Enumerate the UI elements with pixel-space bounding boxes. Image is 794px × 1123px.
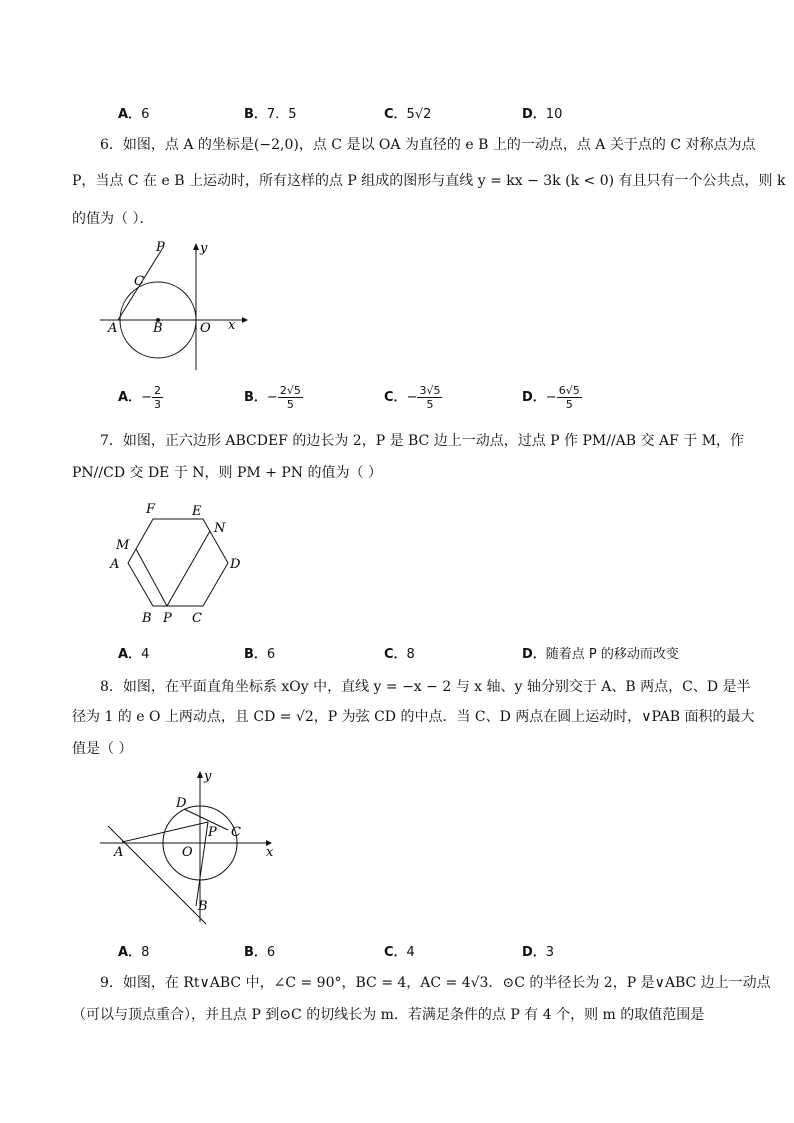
label-a: A	[108, 321, 118, 336]
label-y: y	[200, 241, 208, 256]
q7-option-b	[244, 643, 275, 662]
denominator: 5	[565, 398, 573, 411]
option-label: D．	[522, 390, 546, 405]
label-p: P	[163, 611, 172, 626]
option-label: B．	[244, 107, 267, 122]
numerator: 2	[153, 384, 161, 397]
segment-bp	[196, 822, 208, 906]
q6-option-c	[384, 384, 442, 411]
denominator: 5	[426, 398, 434, 411]
numerator: 6√5	[558, 384, 580, 397]
q6-line-3: 的值为（ ）．	[72, 211, 154, 227]
label-x: x	[266, 845, 274, 860]
q7-option-c	[384, 643, 415, 662]
option-text: 5√2	[406, 107, 432, 122]
q5-option-c	[384, 103, 431, 122]
x-axis-arrow-icon	[242, 317, 248, 323]
option-text: 3	[545, 945, 555, 960]
label-e: E	[192, 504, 202, 519]
option-label: A．	[118, 390, 142, 405]
label-b: B	[198, 899, 208, 914]
q8-option-c	[384, 941, 415, 960]
option-label: B．	[244, 945, 267, 960]
q6-option-a	[118, 384, 163, 411]
q8-option-b	[244, 941, 275, 960]
option-label: C．	[384, 945, 407, 960]
option-label: B．	[244, 390, 267, 405]
q7-option-d	[522, 643, 679, 662]
segment-ap	[122, 822, 208, 842]
q7-option-a	[118, 643, 149, 662]
q7-figure	[108, 496, 248, 626]
label-d: D	[176, 796, 187, 811]
option-sign: −	[406, 390, 418, 405]
option-sign: −	[141, 390, 152, 405]
fraction	[278, 384, 303, 411]
q6-option-d	[522, 384, 582, 411]
q8-figure	[100, 766, 280, 926]
q8-line-1: 8．如图，在平面直角坐标系 xOy 中，直线 y = −x − 2 与 x 轴、y 轴分别交于 A、B 两点，C、D 是半	[100, 679, 751, 695]
option-label: C．	[384, 390, 407, 405]
label-c: C	[192, 611, 202, 626]
option-text: 6	[141, 107, 150, 122]
fraction	[557, 384, 582, 411]
label-b: B	[153, 321, 163, 336]
fraction	[152, 384, 163, 411]
q6-line-1: 6．如图，点 A 的坐标是(−2,0)，点 C 是以 OA 为直径的 e B 上的一动点，点 A 关于点的 C 对称点为点	[100, 137, 756, 153]
q6-figure	[100, 238, 250, 373]
q5-option-d	[522, 103, 562, 122]
label-p: P	[156, 240, 165, 255]
option-text: 6	[266, 945, 276, 960]
option-text: 7．5	[266, 107, 297, 122]
option-label: A．	[118, 647, 142, 662]
label-x: x	[228, 318, 236, 333]
chord-cd	[184, 809, 228, 830]
option-label: C．	[384, 107, 407, 122]
label-p: P	[208, 825, 217, 840]
line-ab	[108, 826, 206, 924]
q8-line-3: 值是（ ）	[72, 741, 133, 757]
y-axis-arrow-icon	[197, 771, 203, 778]
option-text: 6	[266, 647, 276, 662]
option-label: D．	[522, 107, 546, 122]
denominator: 5	[286, 398, 294, 411]
option-label: A．	[118, 945, 142, 960]
y-axis-arrow-icon	[193, 243, 199, 250]
q8-line-2: 径为 1 的 e O 上两动点，且 CD = √2，P 为弦 CD 的中点．当 C、D 两点在圆上运动时，∨PAB 面积的最大	[72, 709, 755, 725]
option-label: D．	[522, 945, 546, 960]
option-sign: −	[266, 390, 278, 405]
q6-option-b	[244, 384, 303, 411]
segment-pn	[167, 531, 210, 606]
option-sign: −	[545, 390, 557, 405]
q6-line-2: P，当点 C 在 e B 上运动时，所有这样的点 P 组成的图形与直线 y = kx − 3k (k < 0) 有且只有一个公共点，则 k	[72, 173, 786, 189]
label-c: C	[231, 825, 241, 840]
label-m: M	[116, 538, 130, 553]
q9-line-1: 9．如图，在 Rt∨ABC 中，∠C = 90°，BC = 4，AC = 4√3．⊙C 的半径长为 2，P 是∨ABC 边上一动点	[100, 975, 771, 991]
label-b: B	[142, 611, 152, 626]
option-label: B．	[244, 647, 267, 662]
numerator: 2√5	[279, 384, 301, 397]
segment-pm	[136, 549, 167, 606]
denominator: 3	[153, 398, 161, 411]
option-text: 8	[406, 647, 415, 662]
option-text: 随着点 P 的移动而改变	[545, 647, 679, 662]
option-label: C．	[384, 647, 407, 662]
label-a: A	[110, 557, 120, 572]
q9-line-2: （可以与顶点重合），并且点 P 到⊙C 的切线长为 m．若满足条件的点 P 有 4 个，则 m 的取值范围是	[72, 1007, 705, 1023]
label-o: O	[200, 321, 211, 336]
label-a: A	[114, 845, 124, 860]
q8-option-d	[522, 941, 554, 960]
label-o: O	[182, 845, 193, 860]
q5-option-b	[244, 103, 296, 122]
fraction	[417, 384, 442, 411]
q7-line-1: 7．如图，正六边形 ABCDEF 的边长为 2，P 是 BC 边上一动点，过点 P 作 PM//AB 交 AF 于 M，作	[100, 433, 745, 449]
q7-line-2: PN//CD 交 DE 于 N，则 PM + PN 的值为（ ）	[72, 465, 382, 481]
option-label: A．	[118, 107, 142, 122]
numerator: 3√5	[419, 384, 441, 397]
label-y: y	[204, 769, 212, 784]
label-n: N	[214, 521, 226, 536]
q5-option-a	[118, 103, 149, 122]
option-label: D．	[522, 647, 546, 662]
option-text: 8	[141, 945, 150, 960]
q8-option-a	[118, 941, 149, 960]
option-text: 10	[545, 107, 563, 122]
label-d: D	[230, 557, 241, 572]
label-f: F	[146, 502, 156, 517]
label-c: C	[134, 274, 144, 289]
option-text: 4	[406, 945, 415, 960]
option-text: 4	[141, 647, 150, 662]
